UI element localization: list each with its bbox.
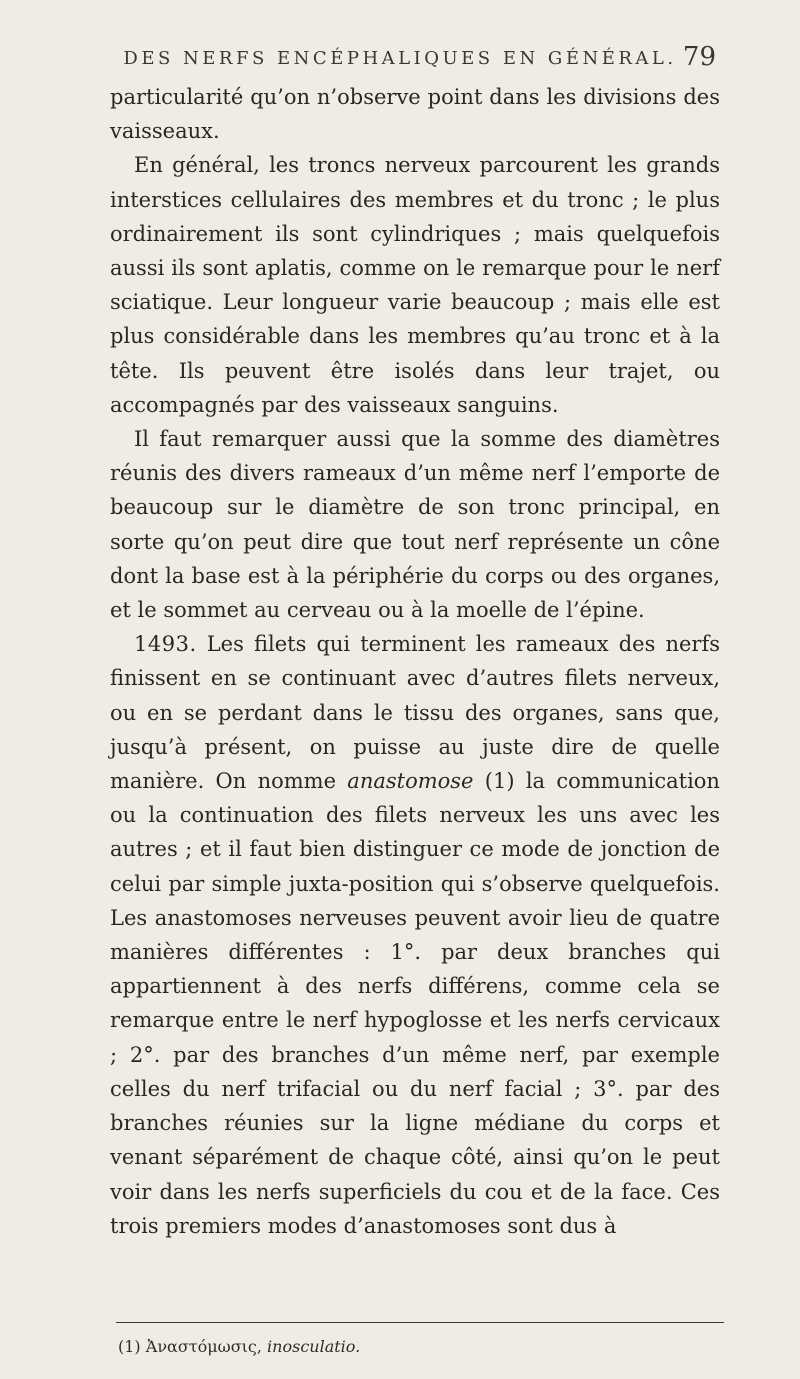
footnote-greek: Ἀναστόμωσις, (145, 1337, 262, 1356)
footnote-reference: (1) (484, 769, 515, 794)
paragraph-diameters: Il faut remarquer aussi que la somme des diamètres réunis des divers rameaux d’un même nerf l’emporte de beaucoup sur le diamètre de son tronc principal, en sorte qu’on peut dire que tout nerf représente un cône dont la base est à la périphérie du corps ou des organes, et le sommet au cerveau ou à la moelle de l’épine. (110, 427, 720, 623)
paragraph-1493-text-b: la communication ou la continuation des filets nerveux les uns avec les autres ; et il faut bien distinguer ce mode de jonction de celui par simple juxta-position qui s’observe quelquefois. Les anastomoses nerveuses peuvent avoir lieu de quatre manières différentes : 1°. par deux branches qui appartiennent à des nerfs différens, comme cela se remarque entre le nerf hypoglosse et les nerfs cervicaux ; 2°. par des branches d’un même nerf, par exemple celles du nerf trifacial ou du nerf facial ; 3°. par des branches réunies sur la ligne médiane du corps et venant séparément de chaque côté, ainsi qu’on le peut voir dans les nerfs superficiels du cou et de la face. Ces trois premiers modes d’anastomoses sont dus à (110, 769, 720, 1238)
footnote-latin: inosculatio. (267, 1337, 361, 1356)
paragraph-nerve-trunks: En général, les troncs nerveux parcourent les grands interstices cellulaires des membres et du tronc ; le plus ordinairement ils sont cylindriques ; mais quelquefois aussi ils sont aplatis, comme on le remarque pour le nerf sciatique. Leur longueur varie beaucoup ; mais elle est plus considérable dans les membres qu’au tronc et à la tête. Ils peuvent être isolés dans leur trajet, ou accompagnés par des vaisseaux sanguins. (110, 153, 720, 417)
paragraph-1493 (110, 627, 720, 1243)
page-number: 79 (682, 42, 716, 72)
term-anastomose: anastomose (347, 769, 474, 794)
paragraph-continuation: particularité qu’on n’observe point dans les divisions des vaisseaux. (110, 85, 720, 144)
running-head (112, 40, 716, 80)
footnote-marker: (1) (118, 1337, 141, 1356)
paragraph-number: 1493. (134, 632, 197, 657)
paragraph-1493-text-a: Les filets qui terminent les rameaux des nerfs finissent en se continuant avec d’autres filets nerveux, ou en se perdant dans le tissu des organes, sans que, jusqu’à présent, on puisse au juste dire de quelle manière. On nomme (110, 632, 720, 794)
footnote-rule (116, 1322, 724, 1323)
running-title: DES NERFS ENCÉPHALIQUES EN GÉNÉRAL. (123, 48, 677, 69)
footnote (118, 1336, 360, 1358)
body-text (110, 80, 720, 1243)
